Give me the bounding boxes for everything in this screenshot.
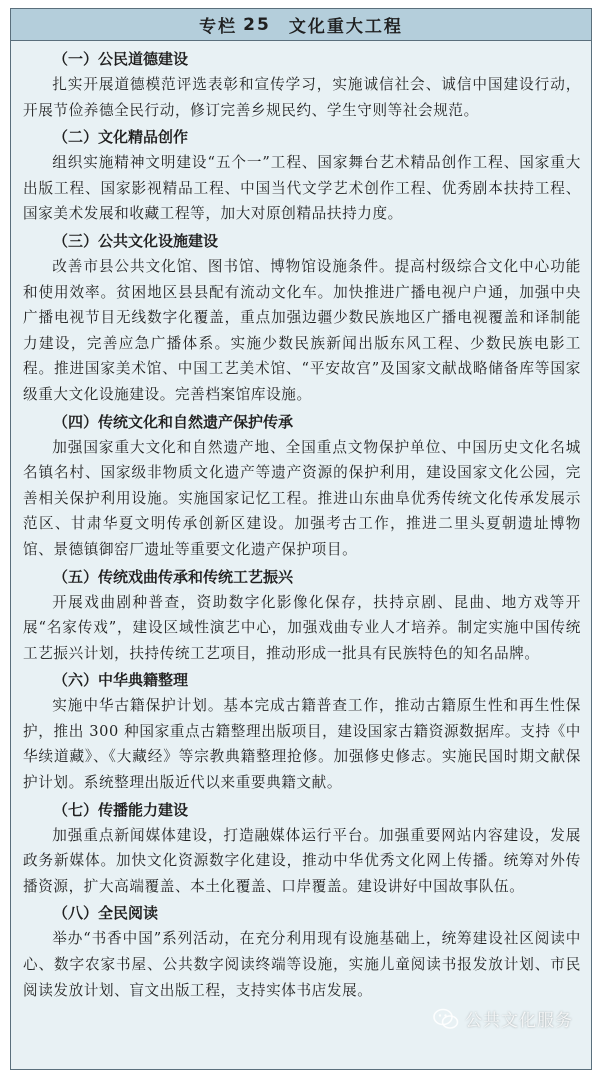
section-body: 实施中华古籍保护计划。基本完成古籍普查工作，推动古籍原生性和再生性保护，推出 300 种国家重点古籍整理出版项目，建设国家古籍资源数据库。支持《中华续道藏》、《大藏经》等宗教典籍整理抢修。加强修史修志。实施民国时期文献保护计划。系统整理出版近代以来重要典籍文献。: [23, 697, 581, 792]
section-body: 举办“书香中国”系列活动，在充分利用现有设施基础上，统筹建设社区阅读中心、数字农家书屋、公共数字阅读终端等设施，实施儿童阅读书报发放计划、市民阅读发放计划、盲文出版工程，支持实体书店发展。: [23, 930, 581, 999]
section-title: （五）传统戏曲传承和传统工艺振兴: [53, 567, 294, 586]
section-title: （一）公民道德建设: [53, 50, 189, 68]
section-body: 改善市县公共文化馆、图书馆、博物馆设施条件。提高村级综合文化中心功能和使用效率。贫困地区县县配有流动文化车。加快推进广播电视户户通，加强中央广播电视节目无线数字化覆盖，重点加强边疆少数民族地区广播电视覆盖和译制能力建设，完善应急广播体系。实施少数民族新闻出版东风工程、少数民族电影工程。推进国家美术馆、中国工艺美术馆、“平安故宫”及国家文献战略储备库等国家级重大文化设施建设。完善档案馆库设施。: [23, 257, 581, 403]
wechat-icon: [433, 1008, 459, 1030]
column-title: 文化重大工程: [288, 17, 403, 37]
section-title: （二）文化精品创作: [53, 128, 189, 147]
column-box: [10, 8, 592, 1070]
section-body: 组织实施精神文明建设“五个一”工程、国家舞台艺术精品创作工程、国家重大出版工程、国家影视精品工程、中国当代文学艺术创作工程、优秀剧本扶持工程、国家美术发展和收藏工程等，加大对原创精品扶持力度。: [23, 154, 581, 223]
column-header: [11, 9, 591, 41]
column-label: 专栏: [199, 17, 238, 37]
watermark: [433, 1006, 573, 1031]
section-body: 开展戏曲剧种普查，资助数字化影像化保存，扶持京剧、昆曲、地方戏等开展“名家传戏”，建设区域性演艺中心，加强戏曲专业人才培养。制定实施中国传统工艺振兴计划，扶持传统工艺项目，推动形成一批具有民族特色的知名品牌。: [23, 593, 581, 662]
section-body: 扎实开展道德模范评选表彰和宣传学习，实施诚信社会、诚信中国建设行动，开展节俭养德全民行动，修订完善乡规民约、学生守则等社会规范。: [23, 76, 581, 119]
section-title: （七）传播能力建设: [53, 800, 189, 819]
watermark-text: 公共文化服务: [465, 1011, 573, 1031]
section-title: （六）中华典籍整理: [53, 671, 189, 690]
section-title: （三）公共文化设施建设: [53, 231, 219, 250]
section-title: （八）全民阅读: [53, 904, 159, 923]
section-title: （四）传统文化和自然遗产保护传承: [53, 412, 294, 431]
column-content: [11, 41, 591, 1003]
section-body: 加强国家重大文化和自然遗产地、全国重点文物保护单位、中国历史文化名城名镇名村、国家级非物质文化遗产等遗产资源的保护利用，建设国家文化公园，完善相关保护利用设施。实施国家记忆工程。推进山东曲阜优秀传统文化传承发展示范区、甘肃华夏文明传承创新区建设。加强考古工作，推进二里头夏朝遗址博物馆、景德镇御窑厂遗址等重要文化遗产保护项目。: [23, 438, 581, 558]
column-number: 25: [243, 14, 271, 35]
section-body: 加强重点新闻媒体建设，打造融媒体运行平台。加强重要网站内容建设，发展政务新媒体。加快文化资源数字化建设，推动中华优秀文化网上传播。统筹对外传播资源，扩大高端覆盖、本土化覆盖、口岸覆盖。建设讲好中国故事队伍。: [23, 826, 581, 895]
